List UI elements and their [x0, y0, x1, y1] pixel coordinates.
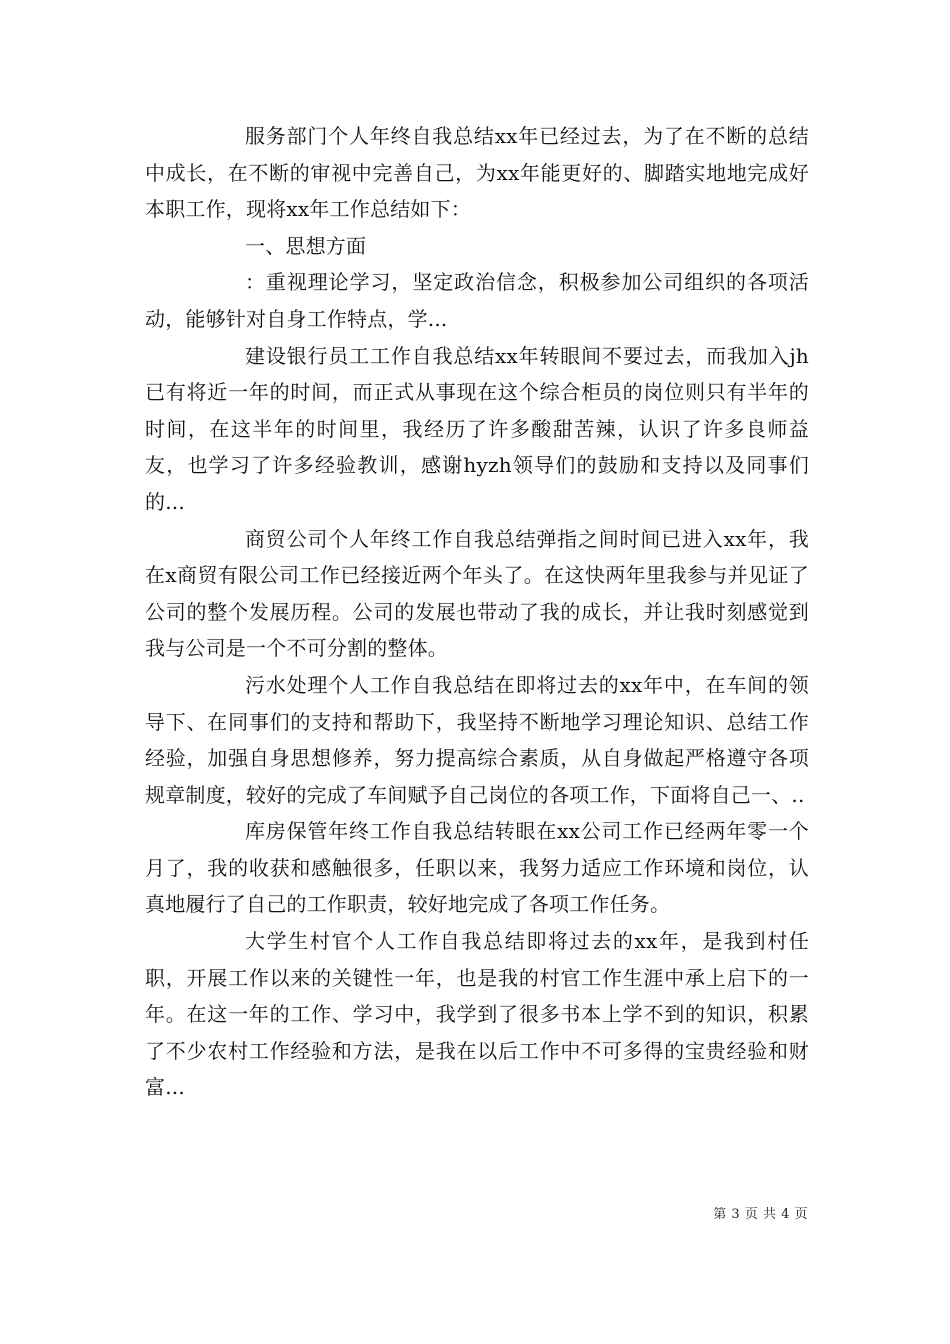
paragraph-warehouse-keeper-summary: 库房保管年终工作自我总结转眼在xx公司工作已经两年零一个月了，我的收获和感触很多，任职以来，我努力适应工作环境和岗位，认真地履行了自己的工作职责，较好地完成了各项工作任务。 — [145, 819, 809, 917]
paragraph-sewage-treatment-summary: 污水处理个人工作自我总结在即将过去的xx年中，在车间的领导下、在同事们的支持和帮助下，我坚持不断地学习理论知识、总结工作经验，加强自身思想修养，努力提高综合素质，从自身做起严格遵守各项规章制度，较好的完成了车间赋予自己岗位的各项工作，下面将自己一、.. — [145, 672, 809, 807]
document-body — [145, 118, 809, 1106]
paragraph-service-dept-summary: 服务部门个人年终自我总结xx年已经过去，为了在不断的总结中成长，在不断的审视中完善自己，为xx年能更好的、脚踏实地地完成好本职工作，现将xx年工作总结如下： — [145, 124, 809, 222]
page-number-footer: 第 3 页 共 4 页 — [713, 1207, 808, 1222]
section-heading-ideology: 一、思想方面 — [245, 233, 367, 258]
paragraph-theory-study: ：重视理论学习，坚定政治信念，积极参加公司组织的各项活动，能够针对自身工作特点，学... — [145, 270, 809, 331]
paragraph-village-official-summary: 大学生村官个人工作自我总结即将过去的xx年，是我到村任职，开展工作以来的关键性一年，也是我的村官工作生涯中承上启下的一年。在这一年的工作、学习中，我学到了很多书本上学不到的知识，积累了不少农村工作经验和方法，是我在以后工作中不可多得的宝贵经验和财富... — [145, 929, 809, 1100]
paragraph-bank-employee-summary: 建设银行员工工作自我总结xx年转眼间不要过去，而我加入jh已有将近一年的时间，而正式从事现在这个综合柜员的岗位则只有半年的时间，在这半年的时间里，我经历了许多酸甜苦辣，认识了许多良师益友，也学习了许多经验教训，感谢hyzh领导们的鼓励和支持以及同事们的... — [145, 343, 809, 514]
paragraph-trading-company-summary: 商贸公司个人年终工作自我总结弹指之间时间已进入xx年，我在x商贸有限公司工作已经接近两个年头了。在这快两年里我参与并见证了公司的整个发展历程。公司的发展也带动了我的成长，并让我时刻感觉到我与公司是一个不可分割的整体。 — [145, 526, 809, 661]
